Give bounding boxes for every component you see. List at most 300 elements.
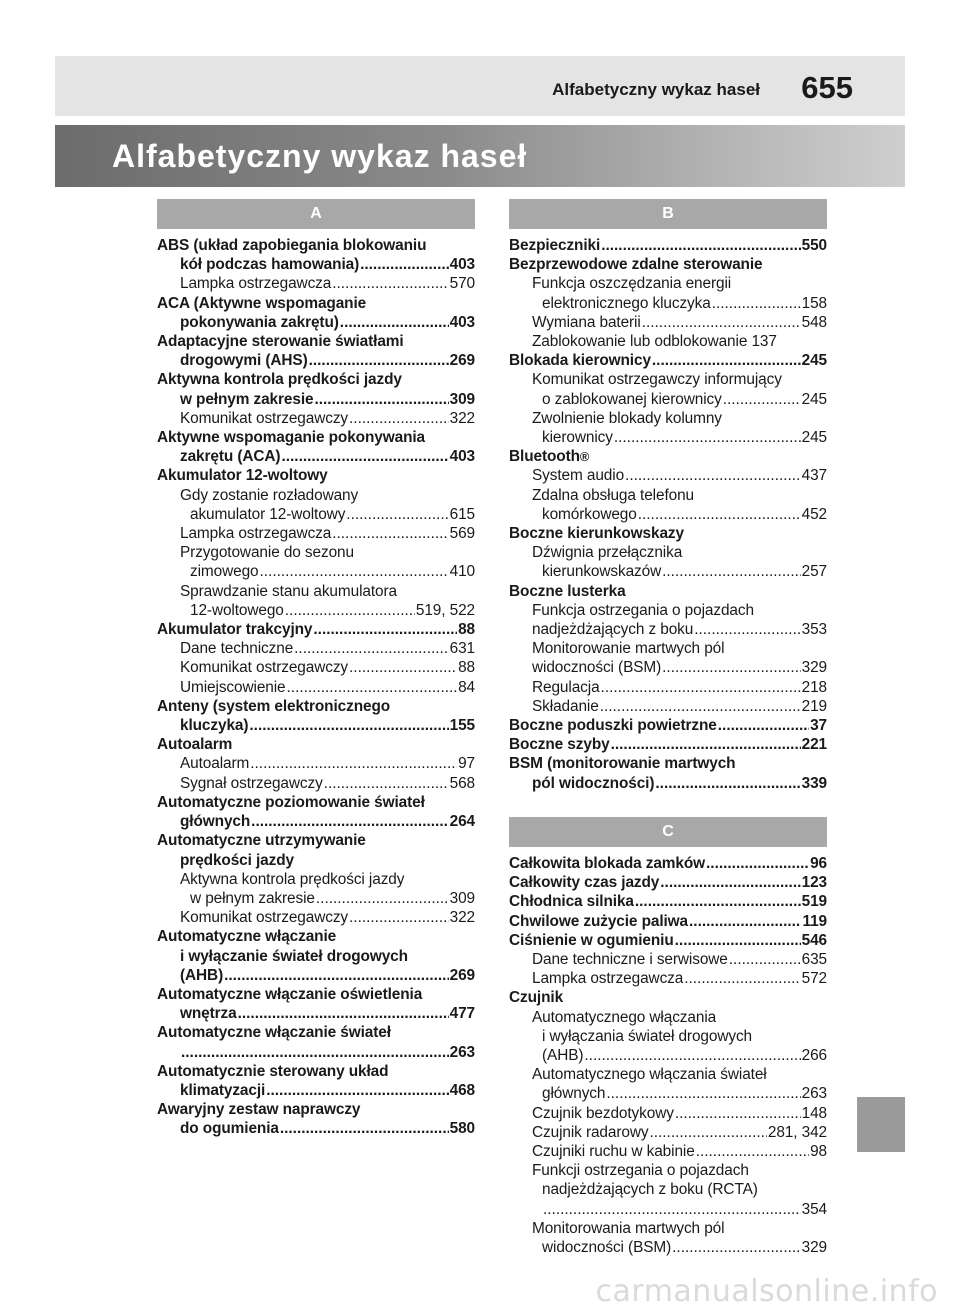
dot-leader	[332, 274, 448, 293]
index-subentry	[509, 1180, 827, 1199]
page-reference: 269	[449, 352, 475, 370]
entry-text: Komunikat ostrzegawczy	[180, 659, 349, 677]
entry-text: Bluetooth	[509, 448, 580, 466]
section-letter-bar: A	[157, 199, 475, 229]
dot-leader	[314, 390, 448, 409]
entry-text: Chłodnica silnika	[509, 893, 634, 911]
entry-text: 12-woltowego	[190, 601, 284, 619]
index-subentry	[509, 466, 827, 485]
index-entry	[157, 428, 475, 447]
entry-text: Aktywna kontrola prędkości jazdy	[180, 870, 405, 888]
page-reference: 96	[810, 854, 827, 872]
page-reference: 550	[801, 237, 827, 254]
index-entry	[157, 1062, 475, 1081]
index-entry	[509, 754, 827, 773]
page-reference: 245	[801, 390, 827, 408]
index-entry	[157, 927, 475, 946]
entry-text: Monitorowanie martwych pól	[532, 640, 725, 658]
dot-leader	[694, 620, 800, 639]
page-reference: 158	[801, 294, 827, 312]
index-subentry	[157, 966, 475, 985]
entry-text: akumulator 12-woltowy	[190, 505, 346, 523]
dot-leader	[662, 658, 800, 677]
dot-leader	[638, 505, 801, 524]
dot-leader	[181, 1043, 449, 1062]
entry-text: zakrętu (ACA)	[180, 448, 281, 466]
index-subentry	[157, 582, 475, 601]
entry-text: głównych	[180, 813, 251, 831]
entry-text: Funkcja ostrzegania o pojazdach	[532, 601, 754, 619]
page-reference: 410	[449, 563, 475, 581]
entry-text: kierunkowskazów	[542, 563, 662, 581]
entry-text: Ciśnienie w ogumieniu	[509, 931, 674, 949]
page-reference: 468	[449, 1081, 475, 1099]
index-entry	[157, 985, 475, 1004]
index-entry	[509, 524, 827, 543]
entry-text: Automatyczne poziomowanie świateł	[157, 793, 425, 811]
entry-superscript: ®	[579, 449, 590, 465]
index-subentry	[157, 255, 475, 274]
page-reference: 615	[449, 505, 475, 523]
index-subentry	[509, 332, 827, 351]
entry-text: głównych	[542, 1085, 606, 1103]
entry-text: Lampka ostrzegawcza	[180, 525, 332, 543]
index-subentry	[509, 601, 827, 620]
dot-leader	[249, 716, 448, 735]
page-reference: 245	[801, 429, 827, 447]
index-entry	[157, 831, 475, 850]
index-entry	[509, 735, 827, 754]
dot-leader	[600, 697, 801, 716]
entry-text: Czujnik	[509, 989, 564, 1007]
entry-text: Funkcja oszczędzania energii	[532, 275, 732, 293]
index-subentry	[157, 1043, 475, 1062]
page-reference: 97	[458, 755, 475, 773]
entry-text: ABS (układ zapobiegania blokowaniu	[157, 237, 427, 254]
index-subentry	[157, 274, 475, 293]
entry-text: Lampka ostrzegawcza	[532, 970, 684, 988]
dot-leader	[706, 854, 809, 873]
index-subentry	[509, 543, 827, 562]
index-subentry	[157, 870, 475, 889]
index-subentry	[509, 562, 827, 581]
dot-leader	[584, 1046, 800, 1065]
dot-leader	[601, 678, 801, 697]
page-reference: 98	[810, 1142, 827, 1160]
index-subentry	[157, 543, 475, 562]
entry-text: (AHB)	[542, 1046, 584, 1064]
entry-text: komórkowego	[542, 505, 637, 523]
page-reference: 148	[801, 1104, 827, 1122]
index-subentry	[509, 1104, 827, 1123]
dot-leader	[672, 1238, 800, 1257]
index-subentry	[157, 313, 475, 332]
section-letter-bar: C	[509, 817, 827, 847]
index-subentry	[509, 1238, 827, 1257]
page-reference: 263	[449, 1043, 475, 1061]
entry-text: ACA (Aktywne wspomaganie	[157, 294, 367, 312]
index-entry	[157, 370, 475, 389]
index-subentry	[509, 486, 827, 505]
entry-text: Bezpieczniki	[509, 237, 601, 254]
index-subentry	[509, 1065, 827, 1084]
entry-text: Adaptacyjne sterowanie światłami	[157, 333, 404, 351]
entry-text: Automatyczne włączanie oświetlenia	[157, 985, 423, 1003]
dot-leader	[675, 931, 801, 950]
index-entry	[157, 1100, 475, 1119]
entry-text: Całkowity czas jazdy	[509, 874, 660, 892]
page-reference: 569	[449, 525, 475, 543]
index-subentry	[509, 950, 827, 969]
entry-text: wnętrza	[180, 1005, 237, 1023]
page-reference: 123	[801, 874, 827, 892]
index-entry	[157, 735, 475, 754]
page-reference: 572	[801, 970, 827, 988]
dot-leader	[349, 908, 449, 927]
index-subentry	[157, 639, 475, 658]
entry-text: Zdalna obsługa telefonu	[532, 486, 694, 504]
entry-text: Wymiana baterii	[532, 313, 641, 331]
entry-text: Czujniki ruchu w kabinie	[532, 1142, 695, 1160]
dot-leader	[729, 950, 801, 969]
entry-text: Sygnał ostrzegawczy	[180, 774, 323, 792]
page-reference: 257	[801, 563, 827, 581]
index-subentry	[509, 428, 827, 447]
entry-text: do ogumienia	[180, 1120, 279, 1138]
index-subentry	[157, 486, 475, 505]
index-subentry	[509, 1027, 827, 1046]
dot-leader	[660, 873, 800, 892]
entry-text: Składanie	[532, 697, 599, 715]
entry-text: Regulacja	[532, 678, 600, 696]
index-subentry	[157, 774, 475, 793]
dot-leader	[662, 562, 801, 581]
page-reference: 88	[458, 659, 475, 677]
index-entry	[509, 236, 827, 255]
entry-text: Awaryjny zestaw naprawczy	[157, 1101, 361, 1119]
index-subentry	[157, 601, 475, 620]
dot-leader	[689, 912, 801, 931]
page-reference: 403	[449, 313, 475, 331]
dot-leader	[285, 601, 415, 620]
dot-leader	[712, 294, 801, 313]
entry-text: Boczne kierunkowskazy	[509, 525, 684, 543]
entry-text: i wyłączanie świateł drogowych	[180, 947, 408, 965]
dot-leader	[316, 889, 449, 908]
entry-text: Automatyczne włączanie świateł	[157, 1024, 391, 1042]
dot-leader	[625, 466, 801, 485]
page-reference: 119	[802, 912, 827, 930]
entry-text: System audio	[532, 467, 625, 485]
dot-leader	[360, 255, 449, 274]
entry-text: o zablokowanej kierownicy	[542, 390, 722, 408]
index-subentry	[157, 812, 475, 831]
index-entry	[509, 447, 827, 466]
dot-leader	[675, 1104, 801, 1123]
dot-leader	[723, 390, 801, 409]
dot-leader	[324, 774, 449, 793]
index-subentry	[157, 678, 475, 697]
entry-text: pokonywania zakrętu)	[180, 313, 339, 331]
index-subentry	[509, 1008, 827, 1027]
entry-text: Zablokowanie lub odblokowanie 137	[532, 333, 777, 351]
dot-leader	[260, 562, 449, 581]
page-reference: 403	[449, 448, 475, 466]
entry-text: Aktywna kontrola prędkości jazdy	[157, 371, 402, 389]
index-subentry	[509, 1084, 827, 1103]
index-subentry	[157, 524, 475, 543]
index-subentry	[157, 562, 475, 581]
entry-text: nadjeżdżających z boku	[532, 621, 694, 639]
entry-text: Automatyczne włączanie	[157, 928, 337, 946]
index-subentry	[509, 1219, 827, 1238]
entry-text: zimowego	[190, 563, 259, 581]
dot-leader	[281, 447, 448, 466]
entry-text: Przygotowanie do sezonu	[180, 544, 354, 562]
index-entry	[157, 466, 475, 485]
dot-leader	[332, 524, 448, 543]
dot-leader	[684, 969, 800, 988]
entry-text: Blokada kierownicy	[509, 352, 651, 370]
dot-leader	[287, 678, 458, 697]
entry-text: Zwolnienie blokady kolumny	[532, 409, 722, 427]
index-subentry	[509, 697, 827, 716]
index-subentry	[157, 351, 475, 370]
page-reference: 322	[449, 909, 475, 927]
index-subentry	[157, 947, 475, 966]
page-reference: 264	[449, 813, 475, 831]
entry-text: Boczne poduszki powietrzne	[509, 717, 717, 735]
index-subentry	[157, 409, 475, 428]
page-title: Alfabetyczny wykaz haseł	[112, 138, 528, 174]
index-subentry	[509, 370, 827, 389]
index-subentry	[157, 754, 475, 773]
entry-text: Lampka ostrzegawcza	[180, 275, 332, 293]
entry-text: Boczne lusterka	[509, 582, 626, 600]
dot-leader	[606, 1084, 800, 1103]
entry-text: Gdy zostanie rozładowany	[180, 486, 359, 504]
page-reference: 263	[801, 1085, 827, 1103]
entry-text: klimatyzacji	[180, 1081, 266, 1099]
page-number: 655	[801, 70, 853, 105]
index-entry	[509, 582, 827, 601]
entry-text: Akumulator 12-woltowy	[157, 467, 328, 485]
page-reference: 37	[810, 717, 827, 735]
entry-text: Automatyczne utrzymywanie	[157, 832, 366, 850]
entry-text: Automatycznie sterowany układ	[157, 1062, 389, 1080]
dot-leader	[611, 735, 801, 754]
index-entry	[509, 892, 827, 911]
chapter-thumb-tab	[857, 1097, 905, 1152]
index-entry	[157, 1023, 475, 1042]
dot-leader	[313, 620, 457, 639]
dot-leader	[655, 774, 800, 793]
index-subentry	[157, 908, 475, 927]
page-reference: 548	[801, 313, 827, 331]
entry-text: w pełnym zakresie	[180, 390, 314, 408]
dot-leader	[614, 428, 801, 447]
page-reference: 84	[458, 678, 475, 696]
index-entry	[157, 332, 475, 351]
page-reference: 221	[801, 736, 827, 754]
dot-leader	[349, 409, 449, 428]
entry-text: Automatycznego włączania świateł	[532, 1066, 767, 1084]
entry-text: Komunikat ostrzegawczy	[180, 909, 349, 927]
entry-text: Akumulator trakcyjny	[157, 621, 313, 639]
index-subentry	[157, 658, 475, 677]
page-reference: 437	[801, 467, 827, 485]
dot-leader	[309, 351, 449, 370]
index-subentry	[509, 678, 827, 697]
dot-leader	[696, 1142, 809, 1161]
page-reference: 403	[449, 256, 475, 274]
index-subentry	[509, 1161, 827, 1180]
index-subentry	[157, 1004, 475, 1023]
dot-leader	[346, 505, 448, 524]
entry-text: Boczne szyby	[509, 736, 610, 754]
index-subentry	[509, 774, 827, 793]
entry-text: Czujnik radarowy	[532, 1123, 649, 1141]
entry-text: BSM (monitorowanie martwych	[509, 755, 736, 773]
entry-text: Aktywne wspomaganie pokonywania	[157, 429, 426, 447]
index-entry	[509, 854, 827, 873]
page-reference: 353	[801, 621, 827, 639]
entry-text: Sprawdzanie stanu akumulatora	[180, 582, 397, 600]
entry-text: Funkcji ostrzegania o pojazdach	[532, 1162, 749, 1180]
section-letter-bar: B	[509, 199, 827, 229]
entry-text: Autoalarm	[180, 755, 250, 773]
index-entry	[509, 716, 827, 735]
page-reference: 322	[449, 409, 475, 427]
index-subentry	[509, 505, 827, 524]
index-subentry	[509, 409, 827, 428]
page-reference: 477	[449, 1005, 475, 1023]
index-entry	[509, 931, 827, 950]
index-entry	[157, 620, 475, 639]
dot-leader	[250, 754, 457, 773]
index-column-left	[157, 199, 475, 1139]
page-reference: 219	[801, 697, 827, 715]
page-reference: 155	[449, 717, 475, 735]
dot-leader	[649, 1123, 766, 1142]
entry-text: pól widoczności)	[532, 774, 655, 792]
page-reference: 568	[449, 774, 475, 792]
index-subentry	[157, 851, 475, 870]
entry-text: Całkowita blokada zamków	[509, 854, 706, 872]
page-reference: 631	[449, 640, 475, 658]
entry-text: Dane techniczne	[180, 640, 294, 658]
index-subentry	[509, 969, 827, 988]
index-subentry	[509, 294, 827, 313]
page-reference: 452	[801, 505, 827, 523]
entry-text: widoczności (BSM)	[542, 1238, 672, 1256]
entry-text: Komunikat ostrzegawczy	[180, 409, 349, 427]
index-column-right	[509, 199, 827, 1257]
entry-text: Dźwignia przełącznika	[532, 544, 683, 562]
index-entry	[509, 912, 827, 931]
dot-leader	[294, 639, 448, 658]
page-reference: 329	[801, 659, 827, 677]
index-subentry	[509, 274, 827, 293]
index-entry	[509, 255, 827, 274]
index-subentry	[509, 390, 827, 409]
page-reference: 245	[801, 352, 827, 370]
index-subentry	[157, 889, 475, 908]
dot-leader	[251, 812, 448, 831]
running-header-title: Alfabetyczny wykaz haseł	[552, 80, 760, 99]
page-reference: 354	[801, 1200, 827, 1218]
index-subentry	[157, 447, 475, 466]
entry-text: Autoalarm	[157, 736, 233, 754]
entry-text: Bezprzewodowe zdalne sterowanie	[509, 256, 763, 274]
entry-text: Chwilowe zużycie paliwa	[509, 912, 689, 930]
page-reference: 546	[801, 931, 827, 949]
dot-leader	[543, 1200, 801, 1219]
entry-text: prędkości jazdy	[180, 851, 294, 869]
dot-leader	[642, 313, 801, 332]
index-subentry	[509, 1200, 827, 1219]
entry-text: Czujnik bezdotykowy	[532, 1104, 674, 1122]
entry-text: Anteny (system elektronicznego	[157, 697, 391, 715]
entry-text: kluczyka)	[180, 717, 249, 735]
watermark: carmanualsonline.info	[595, 1274, 938, 1309]
index-entry	[509, 873, 827, 892]
entry-text: Monitorowania martwych pól	[532, 1219, 725, 1237]
entry-text: i wyłączania świateł drogowych	[542, 1027, 752, 1045]
dot-leader	[266, 1081, 448, 1100]
page-reference: 635	[801, 950, 827, 968]
index-subentry	[509, 313, 827, 332]
dot-leader	[280, 1119, 449, 1138]
entry-text: widoczności (BSM)	[532, 659, 662, 677]
dot-leader	[238, 1004, 449, 1023]
index-subentry	[157, 716, 475, 735]
entry-text: kierownicy	[542, 429, 613, 447]
page-reference: 339	[801, 774, 827, 792]
dot-leader	[635, 892, 801, 911]
index-entry	[157, 294, 475, 313]
index-entry	[157, 697, 475, 716]
index-subentry	[509, 1046, 827, 1065]
index-subentry	[157, 1081, 475, 1100]
entry-text: (AHB)	[180, 966, 224, 984]
entry-text: Automatycznego włączania	[532, 1008, 717, 1026]
index-subentry	[157, 390, 475, 409]
index-subentry	[157, 1119, 475, 1138]
index-subentry	[509, 658, 827, 677]
entry-text: Dane techniczne i serwisowe	[532, 950, 728, 968]
page-reference: 309	[449, 390, 475, 408]
index-entry	[509, 988, 827, 1007]
page-reference: 88	[458, 621, 475, 639]
index-subentry	[509, 1142, 827, 1161]
dot-leader	[601, 236, 800, 255]
entry-text: w pełnym zakresie	[190, 889, 315, 907]
page-reference: 580	[449, 1120, 475, 1138]
entry-text: kół podczas hamowania)	[180, 256, 360, 274]
dot-leader	[340, 313, 449, 332]
dot-leader	[652, 351, 801, 370]
page-reference: 266	[801, 1046, 827, 1064]
header-band	[55, 56, 905, 116]
page-reference: 519	[801, 893, 827, 911]
index-subentry	[509, 1123, 827, 1142]
entry-text: Komunikat ostrzegawczy informujący	[532, 371, 782, 389]
index-subentry	[509, 620, 827, 639]
page-reference: 519, 522	[415, 601, 475, 619]
index-subentry	[157, 505, 475, 524]
page-reference: 269	[449, 966, 475, 984]
